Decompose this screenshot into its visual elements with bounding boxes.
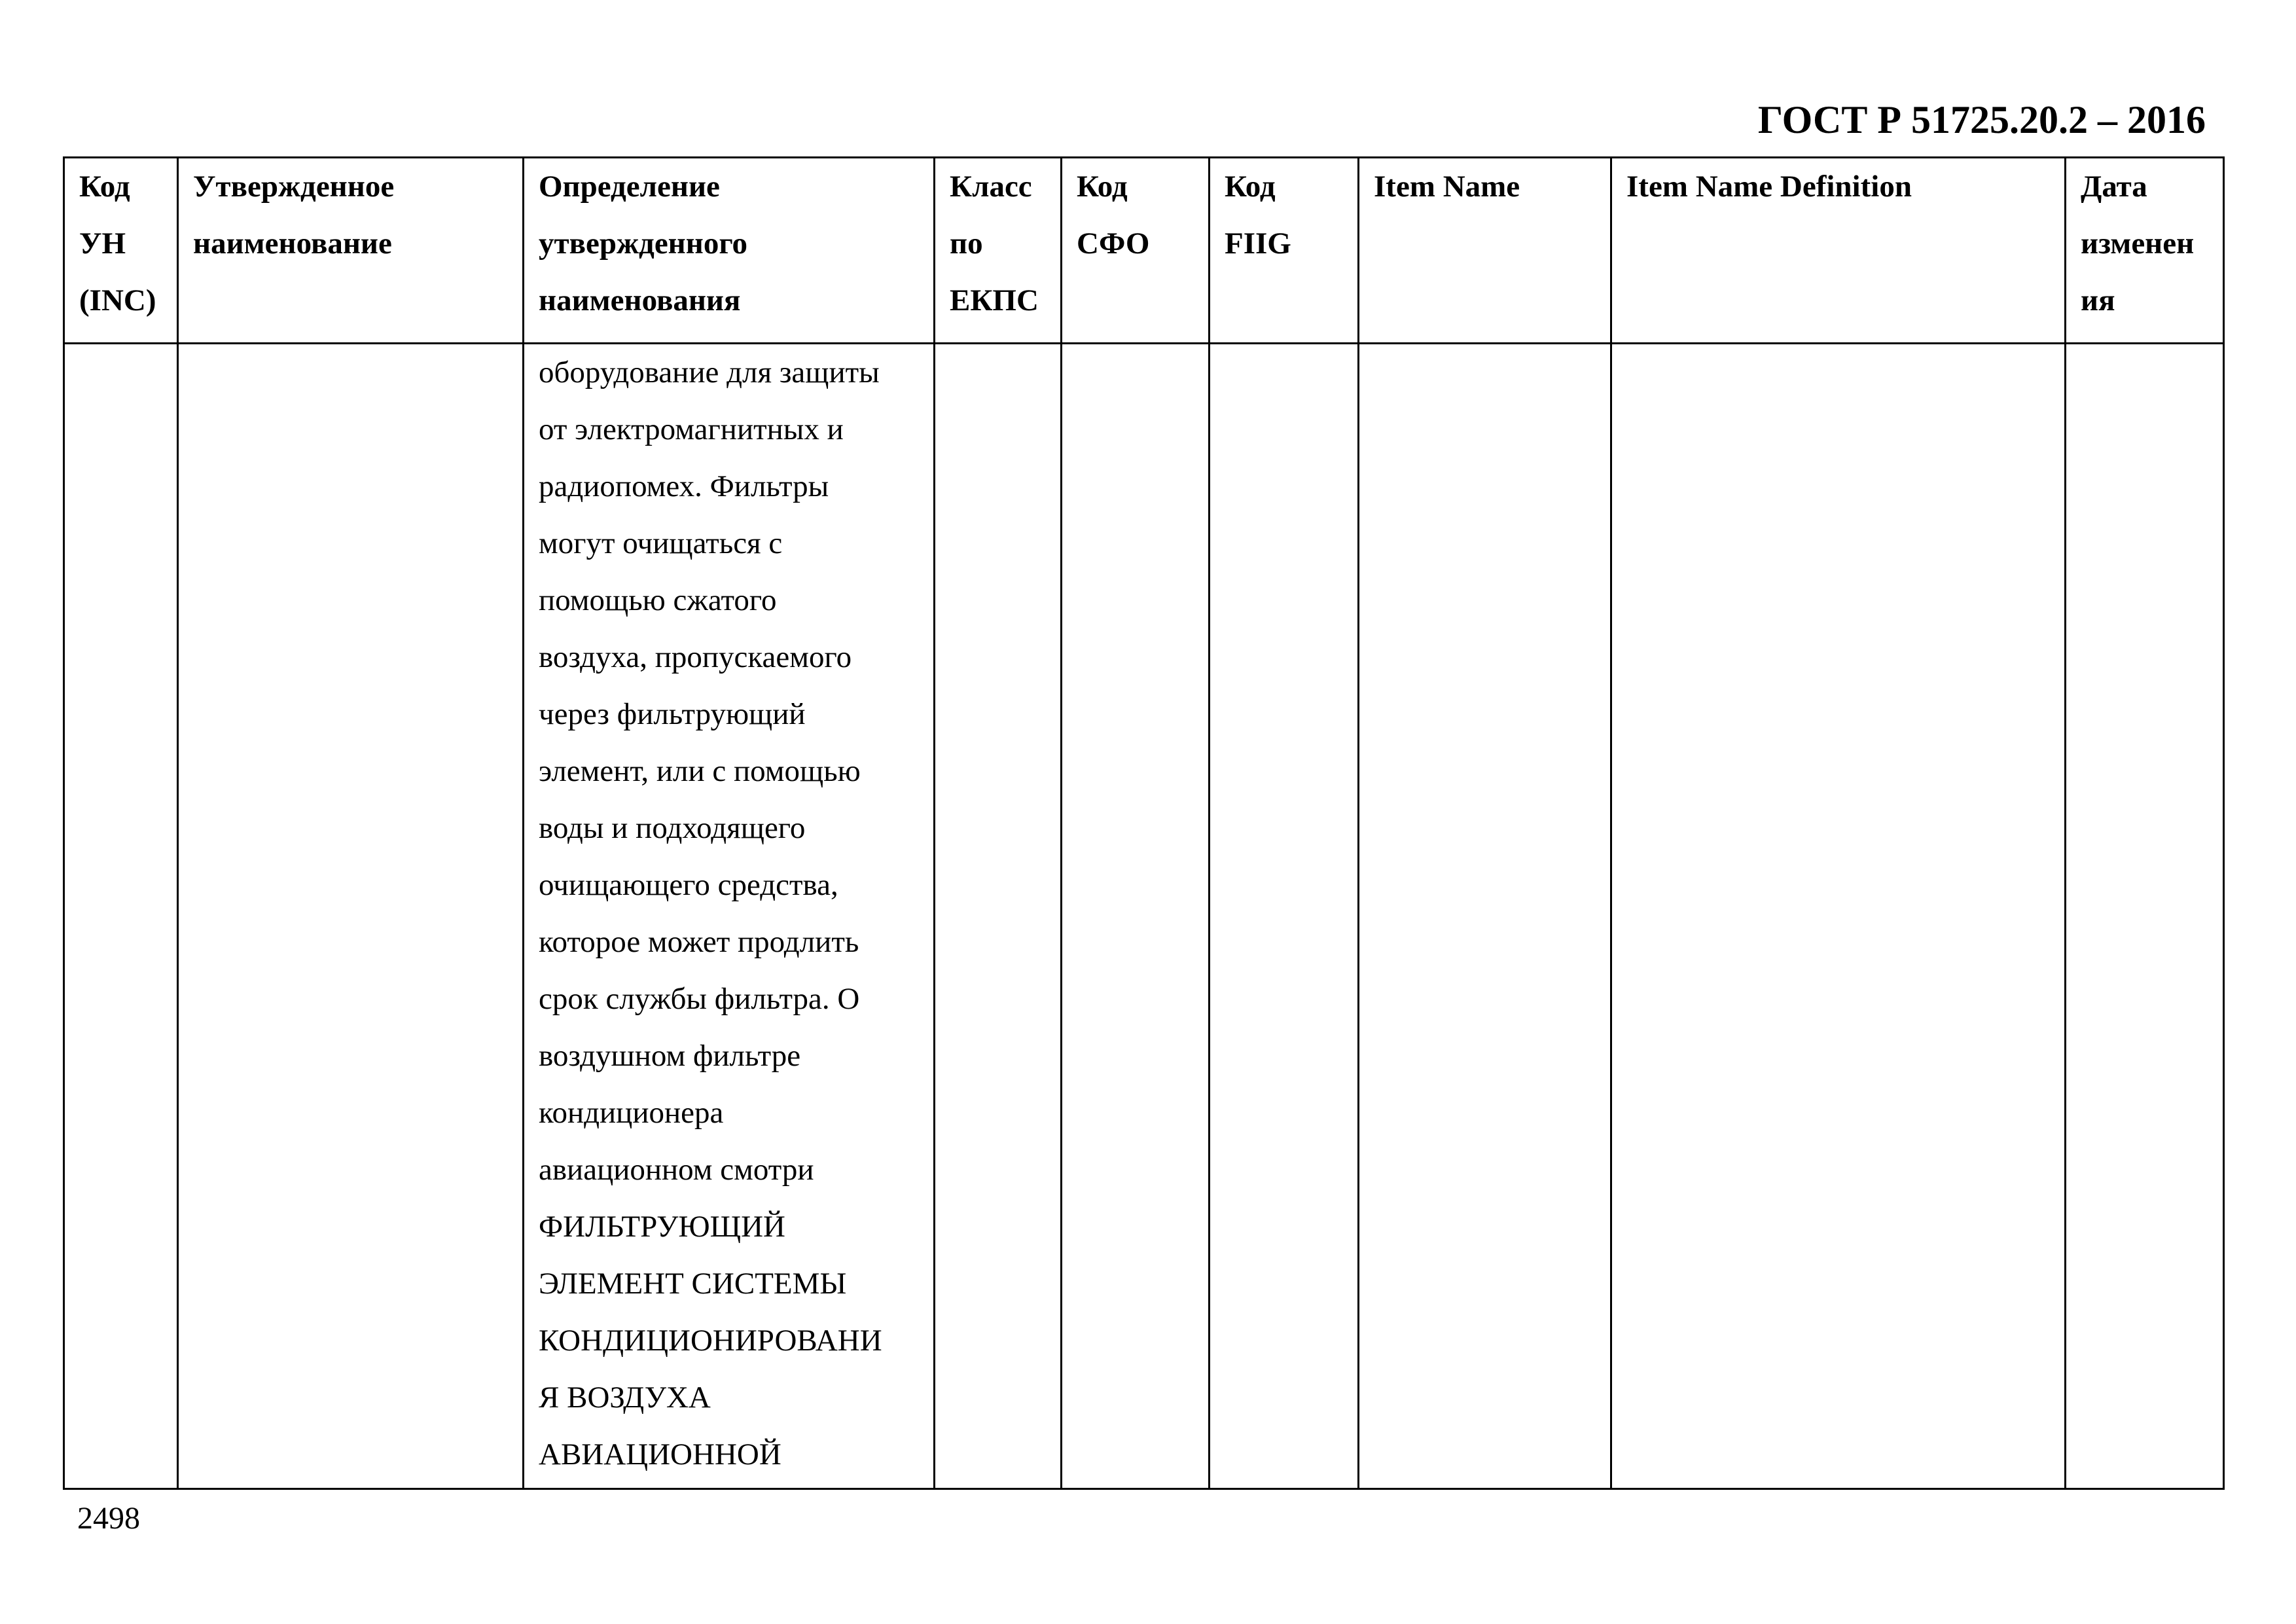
header-definition-line: Определение: [539, 170, 720, 204]
header-inc-line: Код: [79, 170, 130, 204]
header-change-date-line: ия: [2081, 283, 2115, 317]
header-definition-line: наименования: [539, 283, 741, 317]
cell-definition: [524, 344, 935, 1489]
header-ekps-line: ЕКПС: [950, 283, 1039, 317]
cell-fiig-code: [1210, 344, 1359, 1489]
definition-line: Я ВОЗДУХА: [539, 1380, 711, 1415]
definition-line: помощью сжатого: [539, 583, 777, 617]
definition-line: радиопомех. Фильтры: [539, 469, 829, 503]
header-inc-line: УН: [79, 226, 126, 261]
cell-ekps-class: [935, 344, 1062, 1489]
header-approved-name-line: Утвержденное: [193, 170, 395, 204]
header-change-date-line: Дата: [2081, 170, 2147, 204]
header-ekps-line: Класс: [950, 170, 1032, 204]
definition-line: авиационном смотри: [539, 1153, 814, 1187]
header-approved-name-line: наименование: [193, 226, 392, 261]
header-definition-line: утвержденного: [539, 226, 748, 261]
definition-line: срок службы фильтра. О: [539, 982, 860, 1016]
cell-approved-name: [178, 344, 524, 1489]
header-item-name-line: Item Name: [1374, 170, 1520, 204]
cell-change-date: [2066, 344, 2224, 1489]
header-fiig-line: FIIG: [1225, 226, 1291, 261]
header-ekps-class: [935, 158, 1062, 344]
header-sfo-line: Код: [1077, 170, 1128, 204]
definition-line: от электромагнитных и: [539, 412, 844, 446]
definition-line: воздуха, пропускаемого: [539, 640, 852, 674]
header-change-date: [2066, 158, 2224, 344]
cell-item-name-definition: [1611, 344, 2066, 1489]
header-item-name-definition-line: Item Name Definition: [1626, 170, 1912, 204]
cell-inc: [64, 344, 178, 1489]
definition-line: ФИЛЬТРУЮЩИЙ: [539, 1210, 785, 1244]
header-fiig-line: Код: [1225, 170, 1276, 204]
cell-item-name: [1359, 344, 1611, 1489]
header-definition: [524, 158, 935, 344]
definition-line: воздушном фильтре: [539, 1039, 801, 1073]
definition-line: которое может продлить: [539, 925, 859, 959]
header-sfo-line: СФО: [1077, 226, 1150, 261]
header-approved-name: [178, 158, 524, 344]
page-number: 2498: [77, 1501, 140, 1536]
header-ekps-line: по: [950, 226, 983, 261]
definition-line: могут очищаться с: [539, 526, 783, 560]
definition-line: АВИАЦИОННОЙ: [539, 1437, 781, 1471]
definition-line: ЭЛЕМЕНТ СИСТЕМЫ: [539, 1267, 847, 1301]
classification-table: [63, 156, 2225, 1490]
definition-line: очищающего средства,: [539, 868, 838, 902]
table-row: [64, 344, 2224, 1489]
definition-line: оборудование для защиты: [539, 355, 880, 389]
header-fiig-code: [1210, 158, 1359, 344]
definition-line: элемент, или с помощью: [539, 754, 861, 788]
cell-sfo-code: [1062, 344, 1210, 1489]
definition-line: через фильтрующий: [539, 697, 806, 731]
document-standard-code: ГОСТ Р 51725.20.2 – 2016: [1757, 98, 2206, 141]
header-inc: [64, 158, 178, 344]
definition-line: кондиционера: [539, 1096, 724, 1130]
header-sfo-code: [1062, 158, 1210, 344]
definition-line: КОНДИЦИОНИРОВАНИ: [539, 1324, 882, 1358]
table-header-row: [64, 158, 2224, 344]
header-inc-line: (INC): [79, 283, 156, 317]
header-item-name: [1359, 158, 1611, 344]
header-change-date-line: изменен: [2081, 226, 2195, 261]
definition-line: воды и подходящего: [539, 811, 806, 845]
header-item-name-definition: [1611, 158, 2066, 344]
